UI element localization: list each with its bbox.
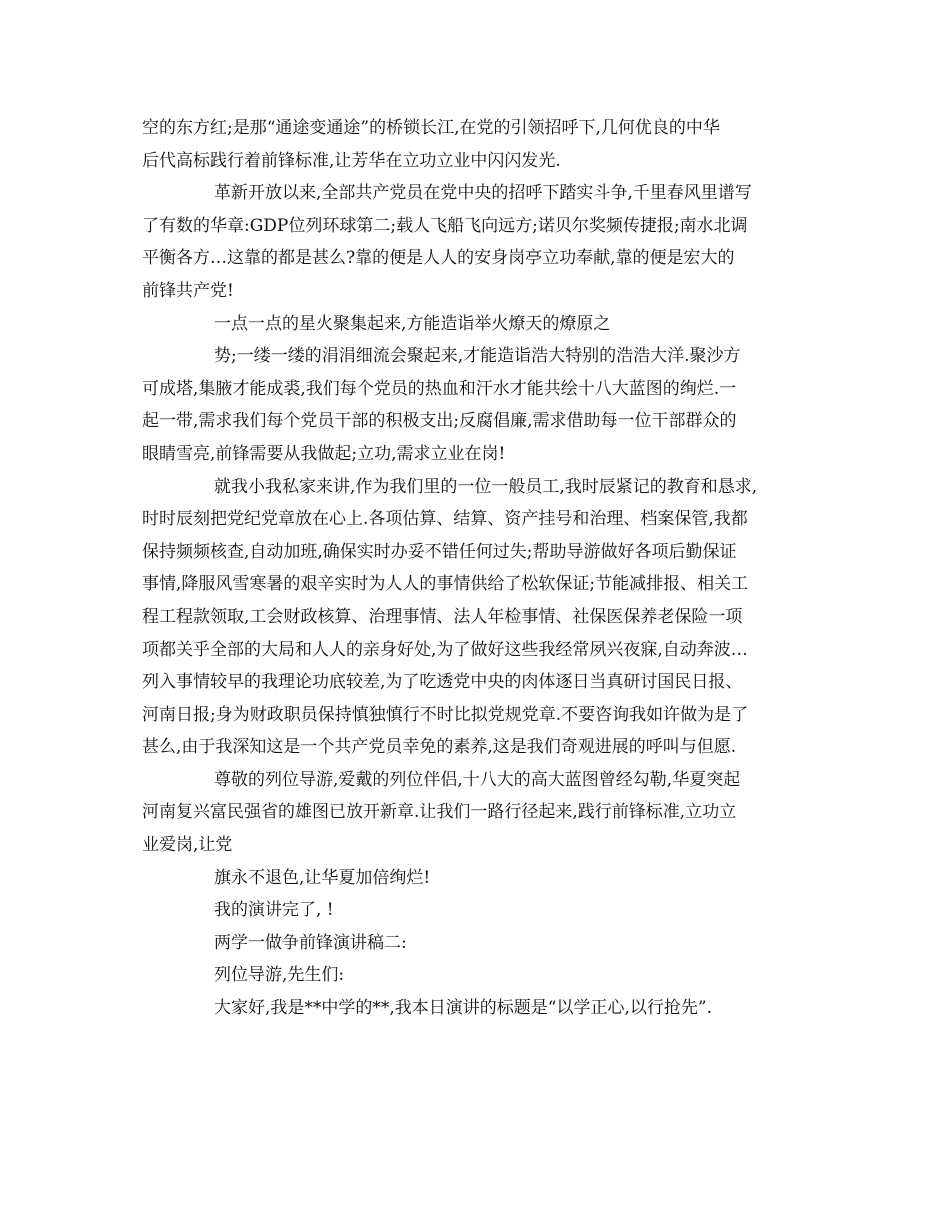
text-line: 前锋共产党! xyxy=(142,280,234,301)
text-line: 尊敬的列位导游,爱戴的列位伴侣,十八大的高大蓝图曾经勾勒,华夏突起 xyxy=(214,769,741,790)
text-line: 业爱岗,让党 xyxy=(142,835,233,856)
text-line: 程工程款领取,工会财政核算、治理事情、法人年检事情、社保医保养老保险一项 xyxy=(142,606,743,627)
text-line: 旗永不退色,让华夏加倍绚烂! xyxy=(214,867,431,888)
document-body xyxy=(142,112,814,1025)
text-line: 了有数的华章:GDP位列环球第二;载人飞船飞向远方;诺贝尔奖频传捷报;南水北调 xyxy=(142,215,748,236)
text-line: 列入事情较早的我理论功底较差,为了吃透党中央的肉体逐日当真研讨国民日报、 xyxy=(142,672,743,693)
text-line: 势;一缕一缕的涓涓细流会聚起来,才能造诣浩大特别的浩浩大洋.聚沙方 xyxy=(214,346,741,367)
text-line: 平衡各方…这靠的都是甚么?靠的便是人人的安身岗亭立功奉献,靠的便是宏大的 xyxy=(142,248,735,269)
text-line: 河南日报;身为财政职员保持慎独慎行不时比拟党规党章.不要咨询我如许做为是了 xyxy=(142,704,749,725)
text-line: 眼睛雪亮,前锋需要从我做起;立功,需求立业在岗! xyxy=(142,443,506,464)
text-line: 后代高标践行着前锋标准,让芳华在立功立业中闪闪发光. xyxy=(142,150,561,171)
text-line: 一点一点的星火聚集起来,方能造诣举火燎天的燎原之 xyxy=(214,313,611,334)
text-line: 可成塔,集腋才能成裘,我们每个党员的热血和汗水才能共绘十八大蓝图的绚烂.一 xyxy=(142,378,737,399)
text-line: 事情,降服风雪寒暑的艰辛实时为人人的事情供给了松软保证;节能减排报、相关工 xyxy=(142,574,749,595)
text-line: 项都关乎全部的大局和人人的亲身好处,为了做好这些我经常夙兴夜寐,自动奔波… xyxy=(142,639,748,660)
text-line: 我的演讲完了, ! xyxy=(214,900,334,921)
text-line: 起一带,需求我们每个党员干部的积极支出;反腐倡廉,需求借助每一位干部群众的 xyxy=(142,411,737,432)
text-line: 列位导游,先生们: xyxy=(214,965,345,986)
text-line: 河南复兴富民强省的雄图已放开新章.让我们一路行径起来,践行前锋标准,立功立 xyxy=(142,802,737,823)
text-line: 就我小我私家来讲,作为我们里的一位一般员工,我时辰紧记的教育和恳求, xyxy=(214,476,758,497)
text-line: 甚么,由于我深知这是一个共产党员幸免的素养,这是我们奇观进展的呼叫与但愿. xyxy=(142,737,737,758)
text-line: 时时辰刻把党纪党章放在心上.各项估算、结算、资产挂号和治理、档案保管,我都 xyxy=(142,509,748,530)
text-line: 两学一做争前锋演讲稿二: xyxy=(214,932,407,953)
text-line: 革新开放以来,全部共产党员在党中央的招呼下踏实斗争,千里春风里谱写 xyxy=(214,183,752,204)
text-line: 空的东方红;是那“通途变通途”的桥锁长江,在党的引领招呼下,几何优良的中华 xyxy=(142,118,720,138)
text-line: 大家好,我是**中学的**,我本日演讲的标题是“以学正心,以行抢先”. xyxy=(214,998,712,1019)
text-line: 保持频频核查,自动加班,确保实时办妥不错任何过失;帮助导游做好各项后勤保证 xyxy=(142,541,737,562)
